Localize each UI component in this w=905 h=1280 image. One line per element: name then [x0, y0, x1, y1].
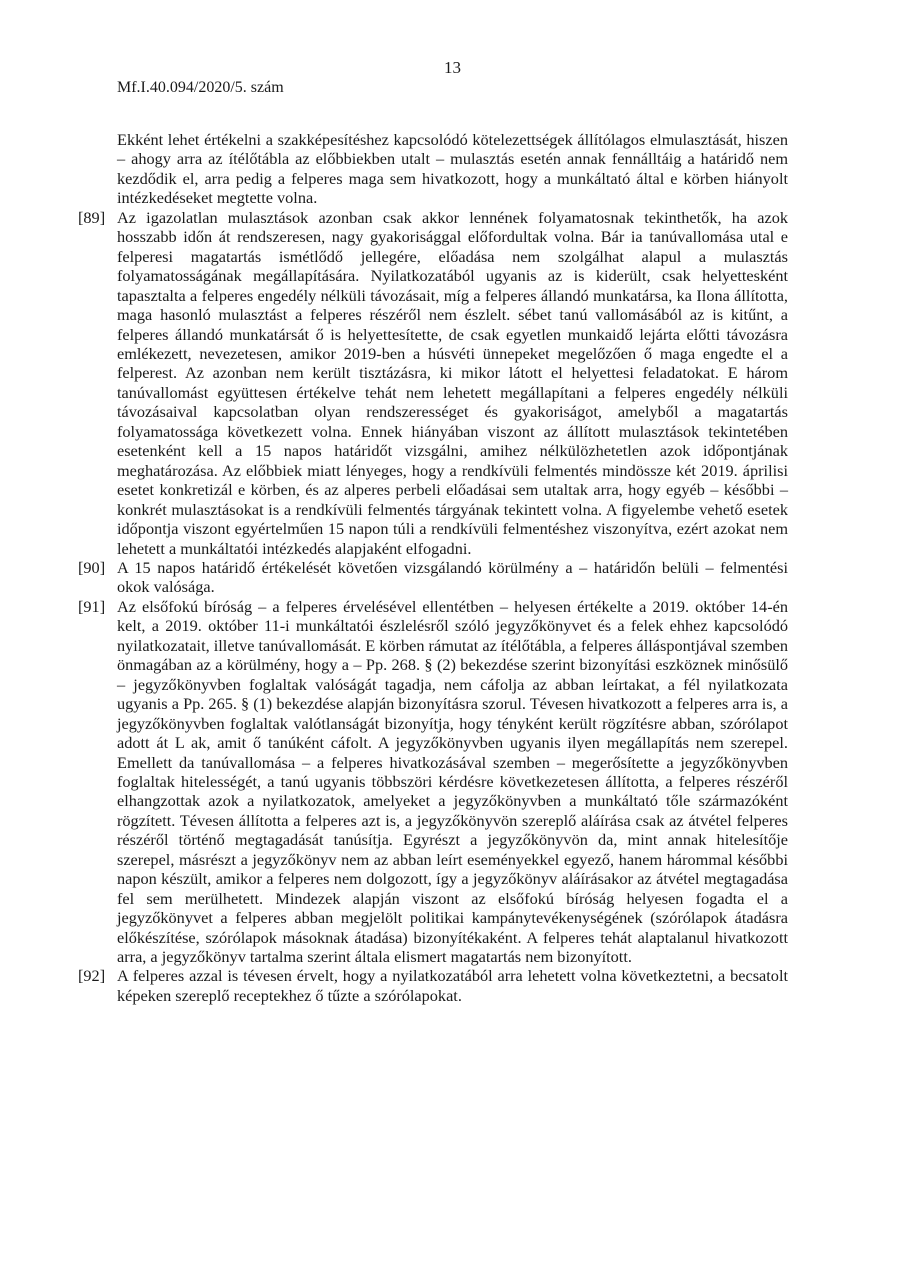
page-number: 13 [444, 58, 461, 77]
paragraph-text: Az elsőfokú bíróság – a felperes érvelésével ellentétben – helyesen értékelte a 2019. október 14-én kelt, a 2019. október 11-i munkáltatói észlelésről szóló jegyzőkönyvet és a felek ehhez kapcsolódó nyilatkozatait, illetve tanúvallomását. E körben rámutat az ítélőtábla, a felperes álláspontjával szemben önmagában az a körülmény, hogy a – Pp. 268. § (2) bekezdése szerint bizonyítási eszköznek minősülő – jegyzőkönyvben foglaltak valóságát tagadja, nem cáfolja az abban leírtakat, a fél nyilatkozata ugyanis a Pp. 265. § (1) bekezdése alapján bizonyításra szorul. Tévesen hivatkozott a felperes arra is, a jegyzőkönyvben foglaltak valótlanságát bizonyítja, hogy tényként került rögzítésre abban, szórólapot adott át L ak, amit ő tanúként cáfolt. A jegyzőkönyvben ugyanis ilyen megállapítás nem szerepel. Emellett da tanúvallomása – a felperes hivatkozásával szemben – megerősítette a jegyzőkönyvben foglaltak hitelességét, a tanú ugyanis többszöri kérdésre következetesen állította, a felperes részéről elhangzottak azok a nyilatkozatok, amelyeket a jegyzőkönyvben a munkáltató tőle származóként rögzített. Tévesen állította a felperes azt is, a jegyzőkönyvön szereplő aláírása csak az átvétel felperes részéről történő megtagadását tanúsítja. Egyrészt a jegyzőkönyvön da, mint annak hitelesítője szerepel, másrészt a jegyzőkönyv nem az abban leírt eseményekkel egyező, hanem hárommal későbbi napon készült, amikor a felperes nem dolgozott, így a jegyzőkönyv aláírásakor az átvétel megtagadása fel sem merülhetett. Mindezek alapján viszont az elsőfokú bíróság helyesen fogadta el a jegyzőkönyvet a felperes abban megjelölt politikai kampánytevékenységének (szórólapok átadásra előkészítése, szórólapok másoknak átadása) bizonyítékaként. A felperes tehát alaptalanul hivatkozott arra, a jegyzőkönyv tartalma szerint általa elismert magatartás nem bizonyított. [117, 596, 788, 967]
paragraph-89 [78, 208, 788, 558]
intro-paragraph: Ekként lehet értékelni a szakképesítéshez kapcsolódó kötelezettségek állítólagos elmulasztását, hiszen – ahogy arra az ítélőtábla az előbbiekben utalt – mulasztás esetén annak fennálltáig a határidő nem kezdődik el, arra pedig a felperes maga sem hivatkozott, hogy a munkáltató által e körben hiányolt intézkedéseket megtette volna. [117, 130, 788, 208]
paragraph-number: [92] [78, 966, 106, 986]
paragraph-text: A 15 napos határidő értékelését követően vizsgálandó körülmény a – határidőn belüli – felmentési okok valósága. [117, 557, 788, 597]
paragraph-number: [91] [78, 596, 106, 616]
paragraph-text: A felperes azzal is tévesen érvelt, hogy a nyilatkozatából arra lehetett volna következtetni, a becsatolt képeken szereplő receptekhez ő tűzte a szórólapokat. [117, 966, 788, 1005]
paragraph-text: Az igazolatlan mulasztások azonban csak akkor lennének folyamatosnak tekinthetők, ha azok hosszabb időn át rendszeresen, nagy gyakorisággal előfordultak volna. Bár ia tanúvallomása utal e felperesi magatartás ismétlődő jellegére, előadása nem szolgálhat alapul a mulasztás folyamatosságának megállapítására. Nyilatkozatából ugyanis az is kiderült, csak helyettesként tapasztalta a felperes engedély nélküli távozásait, míg a felperes állandó munkatársa, ka Ilona állította, maga hasonló mulasztást a felperes részéről nem észlelt. sébet tanú vallomásából az is kitűnt, a felperes állandó munkatársát ő is helyettesítette, de csak egyetlen munkaidő lejárta előtti távozásra emlékezett, nevezetesen, amikor 2019-ben a húsvéti ünnepeket megelőzően ő maga engedte el a felperest. Az azonban nem került tisztázásra, ki mikor látott el helyettesi feladatokat. E három tanúvallomást együttesen értékelve tehát nem lehetett megállapítani a felperes engedély nélküli távozásaival kapcsolatban olyan rendszerességet és gyakoriságot, amelyből a magatartás folyamatossága következett volna. Ennek hiányában viszont az állított mulasztások tekintetében esetenként kell a 15 napos határidőt vizsgálni, amihez nélkülözhetetlen azok időpontjának meghatározása. Az előbbiek miatt lényeges, hogy a rendkívüli felmentés mindössze két 2019. áprilisi esetet konkretizál e körben, és az alperes perbeli előadásai sem utaltak arra, hogy egyéb – későbbi – konkrét mulasztásokat is a rendkívüli felmentés tárgyának tekintett volna. A figyelembe vehető esetek időpontja viszont egyértelműen 15 napon túli a rendkívüli felmentéshez viszonyítva, ezért azokat nem lehetett a munkáltatói intézkedés alapjaként elfogadni. [117, 207, 788, 558]
paragraph-number: [89] [78, 207, 106, 227]
case-reference: Mf.I.40.094/2020/5. szám [117, 79, 284, 96]
paragraph-91 [78, 597, 788, 967]
document-body [78, 130, 788, 1005]
paragraph-number: [90] [78, 557, 106, 577]
paragraph-90 [78, 558, 788, 597]
paragraph-92 [78, 966, 788, 1005]
